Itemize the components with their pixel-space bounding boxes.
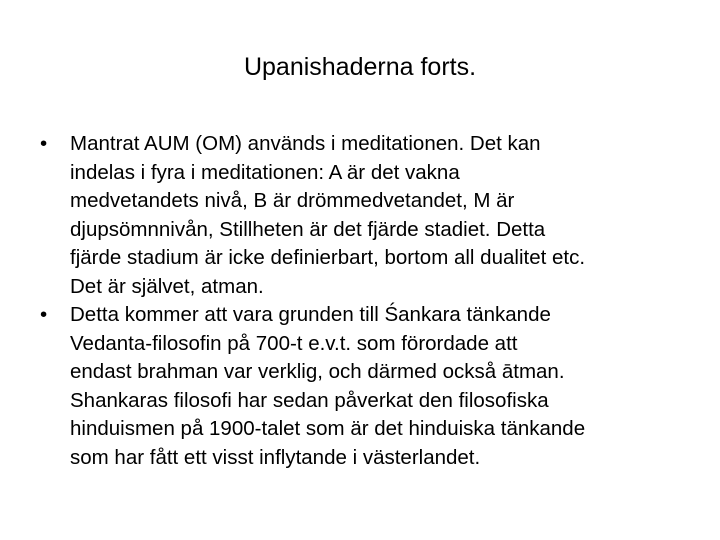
bullet-glyph: • — [40, 303, 48, 326]
bullet-2-line-2: Vedanta-filosofin på 700-t e.v.t. som förordade att — [70, 331, 518, 355]
bullet-2-line-5: hinduismen på 1900-talet som är det hinduiska tänkande — [70, 417, 586, 440]
bullet-list — [40, 130, 700, 472]
bullet-1-line-3: medvetandets nivå, B är drömmedvetandet, M är — [70, 189, 515, 212]
bullet-2-line-6: som har fått ett visst inflytande i västerlandet. — [70, 445, 481, 469]
bullet-1-line-5: fjärde stadium är icke definierbart, bortom all dualitet etc. — [70, 246, 586, 269]
bullet-2-line-1: Detta kommer att vara grunden till Śankara tänkande — [70, 303, 551, 326]
bullet-1-line-4: djupsömnnivån, Stillheten är det fjärde stadiet. Detta — [70, 217, 546, 241]
bullet-glyph: • — [40, 132, 48, 155]
bullet-item-2 — [40, 301, 700, 472]
bullet-1-line-1: Mantrat AUM (OM) används i meditationen. Det kan — [70, 132, 541, 155]
bullet-2-line-3: endast brahman var verklig, och därmed också ātman. — [70, 360, 565, 383]
slide-title: Upanishaderna forts. — [243, 53, 477, 81]
bullet-item-1 — [40, 130, 700, 301]
bullet-1-line-6: Det är självet, atman. — [70, 274, 264, 298]
bullet-2-line-4: Shankaras filosofi har sedan påverkat den filosofiska — [70, 388, 549, 412]
bullet-1-line-2: indelas i fyra i meditationen: A är det vakna — [70, 160, 460, 184]
